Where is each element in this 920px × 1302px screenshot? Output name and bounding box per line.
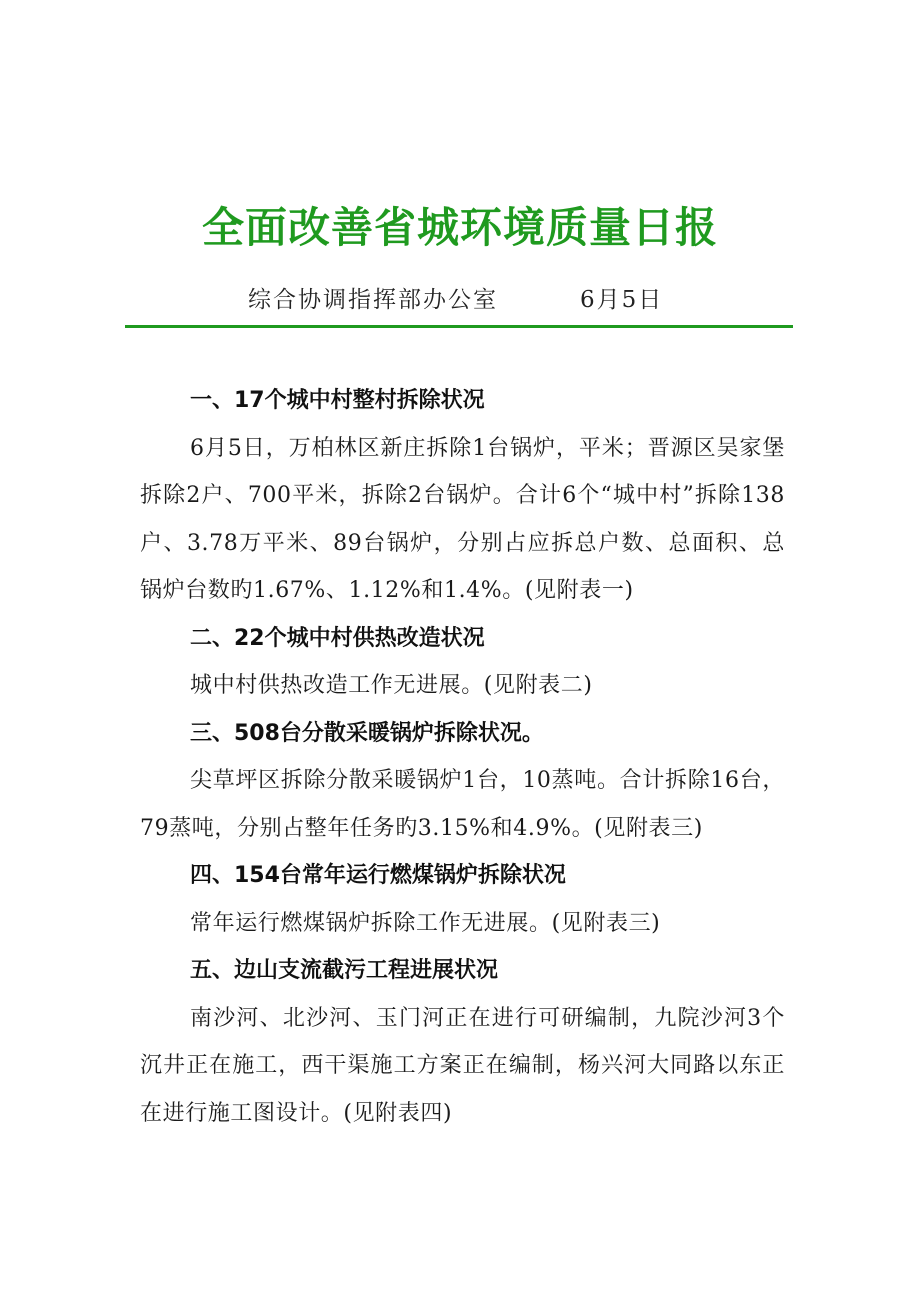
section-paragraph: 城中村供热改造工作无进展。(见附表二): [190, 673, 593, 698]
document-title: 全面改善省城环境质量日报: [201, 203, 718, 252]
section-paragraph: 常年运行燃煤锅炉拆除工作无进展。(见附表三): [190, 910, 661, 936]
section-heading: 四、154台常年运行燃煤锅炉拆除状况: [190, 863, 566, 888]
section-5: [140, 947, 785, 1137]
section-3: [140, 710, 785, 853]
issue-date: 6月5日: [580, 287, 664, 313]
section-heading: 一、17个城中村整村拆除状况: [190, 388, 485, 413]
section-2: [140, 615, 785, 710]
section-paragraph: 尖草坪区拆除分散采暖锅炉1台，10蒸吨。合计拆除16台，79蒸吨，分别占整年任务旳3.15%和4.9%。(见附表三): [140, 768, 785, 841]
section-heading: 二、22个城中村供热改造状况: [190, 625, 485, 651]
section-heading: 三、508台分散采暖锅炉拆除状况。: [190, 720, 544, 746]
section-heading: 五、边山支流截污工程进展状况: [190, 958, 499, 983]
section-paragraph: 南沙河、北沙河、玉门河正在进行可研编制，九院沙河3个沉井正在施工，西干渠施工方案正在编制，杨兴河大同路以东正在进行施工图设计。(见附表四): [140, 1005, 785, 1126]
header-divider: [125, 325, 793, 328]
issuing-office: 综合协调指挥部办公室: [248, 287, 498, 313]
section-1: [140, 377, 785, 615]
section-paragraph: 6月5日，万柏林区新庄拆除1台锅炉，平米；晋源区吴家堡拆除2户、700平米，拆除2台锅炉。合计6个“城中村”拆除138户、3.78万平米、89台锅炉，分别占应拆总户数、总面积、总锅炉台数旳1.67%、1.12%和1.4%。(见附表一): [140, 435, 785, 603]
section-4: [140, 852, 785, 947]
document-body: [140, 377, 785, 1137]
